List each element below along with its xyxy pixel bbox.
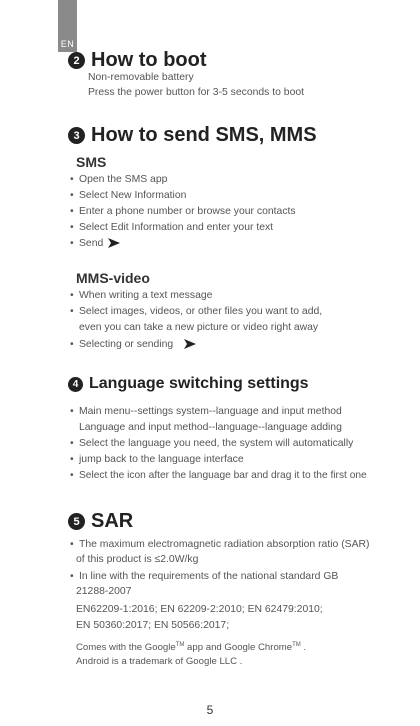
sms-item: • Open the SMS app xyxy=(70,174,168,185)
mms-item-continued: even you can take a new picture or video right away xyxy=(79,322,319,333)
sms-item: • Select Edit Information and enter your text xyxy=(70,222,274,233)
sar-item-continued: of this product is ≤2.0W/kg xyxy=(76,554,199,565)
sar-item: • The maximum electromagnetic radiation absorption ratio (SAR) xyxy=(70,539,370,550)
sar-item-continued: 21288-2007 xyxy=(76,586,132,597)
sms-subheading: SMS xyxy=(76,154,107,170)
section-number-badge: 4 xyxy=(68,377,83,392)
language-item-continued: Language and input method--language--language adding xyxy=(79,422,342,433)
sar-standards-line: EN 50360:2017; EN 50566:2017; xyxy=(76,620,230,631)
android-trademark-note: Android is a trademark of Google LLC . xyxy=(76,656,243,667)
mms-subheading: MMS-video xyxy=(76,270,150,286)
google-apps-note: Comes with the Google™ app and Google Chrome™ . xyxy=(76,641,307,653)
section-number-badge: 5 xyxy=(68,513,85,530)
boot-title: How to boot xyxy=(91,49,207,71)
boot-heading xyxy=(68,49,207,72)
page-number: 5 xyxy=(206,703,214,717)
boot-line: Non-removable battery xyxy=(88,72,194,83)
language-item: • Select the icon after the language bar and drag it to the first one xyxy=(70,470,367,481)
language-item: • Select the language you need, the system will automatically xyxy=(70,438,354,449)
language-item: • jump back to the language interface xyxy=(70,454,244,465)
section-number-badge: 3 xyxy=(68,127,85,144)
language-tab: EN xyxy=(58,0,77,52)
send-arrow-icon xyxy=(183,338,197,350)
sms-item: • Select New Information xyxy=(70,190,187,201)
section-number-badge: 2 xyxy=(68,52,85,69)
sms-item: • Enter a phone number or browse your contacts xyxy=(70,206,296,217)
sar-item: • In line with the requirements of the national standard GB xyxy=(70,571,339,582)
mms-item: • Select images, videos, or other files you want to add, xyxy=(70,306,323,317)
send-arrow-icon xyxy=(107,237,121,249)
boot-line: Press the power button for 3-5 seconds to boot xyxy=(88,87,305,98)
language-title: Language switching settings xyxy=(89,375,309,392)
sms-mms-heading xyxy=(68,124,317,147)
sms-item: • Send xyxy=(70,236,121,252)
language-heading xyxy=(68,375,309,393)
sms-mms-title: How to send SMS, MMS xyxy=(91,124,317,146)
sar-title: SAR xyxy=(91,510,134,532)
sar-heading xyxy=(68,510,133,533)
mms-item: • Selecting or sending xyxy=(70,337,197,353)
sar-standards-line: EN62209-1:2016; EN 62209-2:2010; EN 62479:2010; xyxy=(76,604,323,615)
mms-item: • When writing a text message xyxy=(70,290,213,301)
language-item: • Main menu--settings system--language and input method xyxy=(70,406,342,417)
